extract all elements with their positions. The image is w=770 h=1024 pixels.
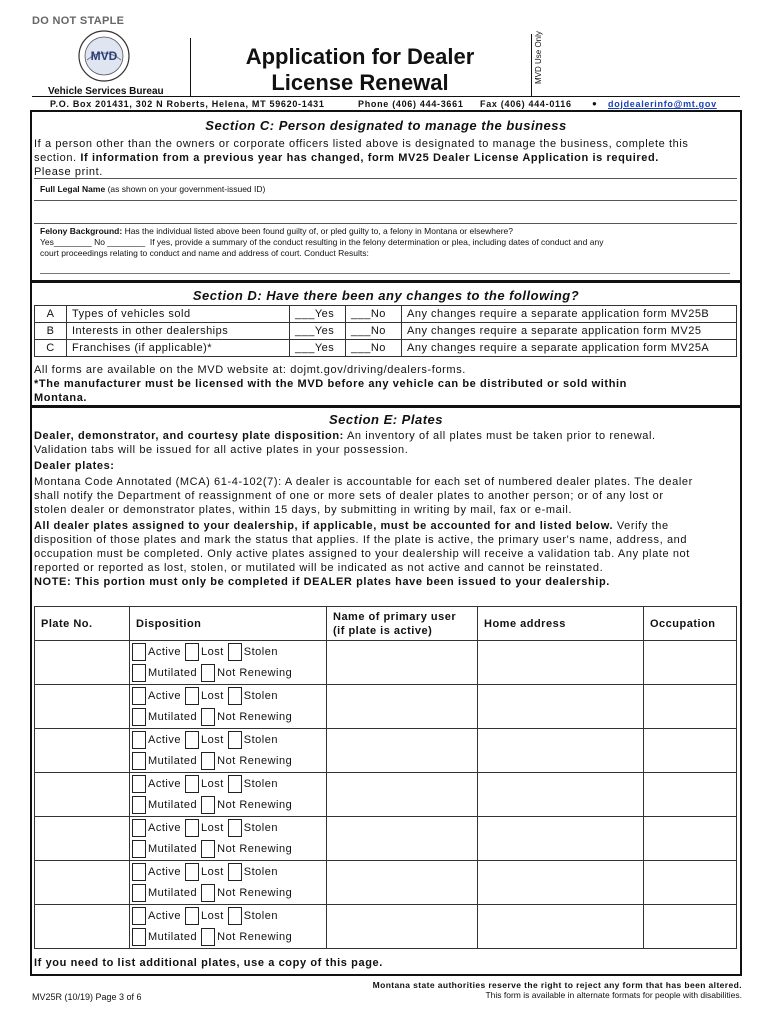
option-mutilated[interactable] [132, 928, 197, 946]
conduct-results-line[interactable] [40, 273, 730, 274]
plate-no-cell[interactable] [35, 729, 130, 773]
option-lost[interactable] [185, 731, 224, 749]
option-stolen[interactable] [228, 643, 278, 661]
option-lost[interactable] [185, 687, 224, 705]
stolen-label: Stolen [243, 909, 278, 922]
title-line-2: License Renewal [271, 70, 449, 95]
please-print: Please print. [34, 166, 103, 178]
stolen-label: Stolen [243, 645, 278, 658]
option-not-renewing[interactable] [201, 840, 292, 858]
option-stolen[interactable] [228, 775, 278, 793]
felony-yes-blank[interactable]: Yes________ [40, 237, 92, 247]
primary-user-cell[interactable] [327, 729, 478, 773]
home-address-cell[interactable] [478, 905, 644, 949]
plate-row [35, 905, 737, 949]
active-checkbox[interactable] [132, 643, 146, 661]
row-no[interactable]: ___No [346, 323, 402, 340]
all-plates-text: Verify the [616, 520, 669, 532]
option-not-renewing[interactable] [201, 796, 292, 814]
not-renewing-checkbox[interactable] [201, 708, 215, 726]
disposition-cell [130, 817, 327, 861]
not-renewing-label: Not Renewing [217, 798, 293, 811]
option-not-renewing[interactable] [201, 928, 292, 946]
option-mutilated[interactable] [132, 840, 197, 858]
lost-label: Lost [200, 865, 224, 878]
not-renewing-label: Not Renewing [217, 886, 293, 899]
option-mutilated[interactable] [132, 708, 197, 726]
occupation-cell[interactable] [644, 861, 737, 905]
disposition-text-2: Validation tabs will be issued for all active plates in your possession. [34, 444, 409, 456]
changes-row-c [35, 340, 737, 357]
title-line-1: Application for Dealer [245, 44, 475, 69]
lost-checkbox[interactable] [185, 819, 199, 837]
dealer-plates-note: NOTE: This portion must only be completed if DEALER plates have been issued to your dealership. [34, 576, 610, 588]
occupation-cell[interactable] [644, 817, 737, 861]
row-letter: C [35, 340, 67, 357]
disposition-row-1 [130, 817, 326, 838]
felony-question: Has the individual listed above been found guilty of, or pled guilty to, a felony in Montana or elsewhere? [124, 226, 513, 236]
mca-line-3: stolen dealer or demonstrator plates, within 15 days, by submitting in writing by mail, fax or e-mail. [34, 504, 573, 516]
stolen-label: Stolen [243, 777, 278, 790]
alternate-format-notice: This form is available in alternate formats for people with disabilities. [485, 990, 742, 1000]
not-renewing-checkbox[interactable] [201, 840, 215, 858]
row-no[interactable]: ___No [346, 306, 402, 323]
lost-label: Lost [200, 645, 224, 658]
felony-background [40, 226, 735, 259]
felony-no-blank[interactable]: No ________ [94, 237, 146, 247]
option-lost[interactable] [185, 643, 224, 661]
not-renewing-label: Not Renewing [217, 930, 293, 943]
all-plates-line-2: disposition of those plates and mark the status that applies. If the plate is active, the primary user's name, address, and [34, 534, 688, 546]
disposition-cell [130, 905, 327, 949]
felony-label: Felony Background: [40, 226, 123, 236]
lost-checkbox[interactable] [185, 863, 199, 881]
home-address-cell[interactable] [478, 641, 644, 685]
option-active[interactable] [132, 819, 181, 837]
plate-row [35, 817, 737, 861]
disposition-row-1 [130, 861, 326, 882]
active-checkbox[interactable] [132, 907, 146, 925]
option-lost[interactable] [185, 819, 224, 837]
all-plates-line-4: reported or reported as lost, stolen, or mutilated will be indicated as not active and cannot be reinstated. [34, 562, 604, 574]
lost-label: Lost [200, 777, 224, 790]
section-d [30, 281, 742, 407]
plate-row [35, 773, 737, 817]
home-address-cell[interactable] [478, 685, 644, 729]
occupation-cell[interactable] [644, 905, 737, 949]
row-item: Interests in other dealerships [67, 323, 290, 340]
stolen-label: Stolen [243, 733, 278, 746]
plate-no-cell[interactable] [35, 773, 130, 817]
occupation-cell[interactable] [644, 685, 737, 729]
col-occupation: Occupation [644, 607, 737, 641]
option-lost[interactable] [185, 907, 224, 925]
row-note: Any changes require a separate application form MV25B [402, 306, 737, 323]
lost-label: Lost [200, 689, 224, 702]
disposition-row-2 [130, 750, 326, 771]
stolen-checkbox[interactable] [228, 643, 242, 661]
active-checkbox[interactable] [132, 775, 146, 793]
row-note: Any changes require a separate application form MV25A [402, 340, 737, 357]
not-renewing-checkbox[interactable] [201, 752, 215, 770]
dealer-plates-heading: Dealer plates: [34, 460, 115, 472]
active-checkbox[interactable] [132, 863, 146, 881]
intro-line-2-plain: section. [34, 152, 77, 164]
disposition-row-1 [130, 905, 326, 926]
section-d-title: Section D: Have there been any changes to the following? [192, 288, 580, 303]
footer-notices [222, 980, 742, 1000]
all-plates-bold: All dealer plates assigned to your dealership, if applicable, must be accounted for and listed below. [34, 520, 614, 532]
disposition-heading: Dealer, demonstrator, and courtesy plate disposition: [34, 430, 344, 442]
mutilated-label: Mutilated [148, 930, 198, 943]
plate-no-cell[interactable] [35, 817, 130, 861]
home-address-cell[interactable] [478, 729, 644, 773]
option-active[interactable] [132, 687, 181, 705]
changes-row-a [35, 306, 737, 323]
primary-user-cell[interactable] [327, 817, 478, 861]
lost-checkbox[interactable] [185, 643, 199, 661]
active-label: Active [148, 909, 181, 922]
disposition-row-1 [130, 773, 326, 794]
plate-row [35, 861, 737, 905]
lost-label: Lost [200, 821, 224, 834]
disposition-text: An inventory of all plates must be taken prior to renewal. [346, 430, 656, 442]
not-renewing-label: Not Renewing [217, 710, 293, 723]
home-address-cell[interactable] [478, 773, 644, 817]
disposition-row-2 [130, 794, 326, 815]
form-id: MV25R (10/19) Page 3 of 6 [32, 992, 142, 1002]
stolen-checkbox[interactable] [228, 819, 242, 837]
section-e-body [34, 429, 739, 589]
col-home-address: Home address [478, 607, 644, 641]
stolen-label: Stolen [243, 689, 278, 702]
plate-row [35, 685, 737, 729]
primary-user-cell[interactable] [327, 685, 478, 729]
col-plate-no: Plate No. [35, 607, 130, 641]
row-yes[interactable]: ___Yes [290, 323, 346, 340]
do-not-staple-notice: DO NOT STAPLE [32, 15, 125, 27]
active-label: Active [148, 645, 181, 658]
plate-no-cell[interactable] [35, 685, 130, 729]
lost-checkbox[interactable] [185, 775, 199, 793]
active-checkbox[interactable] [132, 687, 146, 705]
active-label: Active [148, 865, 181, 878]
intro-line-2-bold: If information from a previous year has changed, form MV25 Dealer License Application is required. [80, 152, 659, 164]
logo-text: MVD [90, 49, 118, 63]
mutilated-checkbox[interactable] [132, 840, 146, 858]
reserve-notice: Montana state authorities reserve the right to reject any form that has been altered. [372, 980, 742, 990]
stolen-label: Stolen [243, 865, 278, 878]
option-mutilated[interactable] [132, 884, 197, 902]
option-lost[interactable] [185, 863, 224, 881]
plate-no-cell[interactable] [35, 861, 130, 905]
section-e-title: Section E: Plates [329, 412, 443, 427]
disposition-cell [130, 729, 327, 773]
stolen-checkbox[interactable] [228, 863, 242, 881]
full-name-label-row [34, 178, 737, 200]
forms-note: All forms are available on the MVD website at: dojmt.gov/driving/dealers-forms. [34, 364, 466, 376]
phone-number: Phone (406) 444-3661 [358, 99, 464, 109]
bullet: ● [592, 99, 598, 108]
bureau-name: Vehicle Services Bureau [48, 86, 164, 97]
option-stolen[interactable] [228, 863, 278, 881]
disposition-row-1 [130, 685, 326, 706]
not-renewing-label: Not Renewing [217, 754, 293, 767]
header-divider [190, 38, 191, 96]
email-link[interactable]: dojdealerinfo@mt.gov [608, 99, 717, 109]
lost-checkbox[interactable] [185, 731, 199, 749]
row-item: Franchises (if applicable)* [67, 340, 290, 357]
disposition-cell [130, 685, 327, 729]
disposition-row-2 [130, 662, 326, 683]
option-active[interactable] [132, 775, 181, 793]
option-stolen[interactable] [228, 819, 278, 837]
mutilated-checkbox[interactable] [132, 752, 146, 770]
lost-label: Lost [200, 733, 224, 746]
felony-instructions: If yes, provide a summary of the conduct resulting in the felony determination or plea, including dates of conduct and any [149, 237, 604, 247]
felony-instructions-2: court proceedings relating to conduct and name and address of court. Conduct Results: [40, 248, 369, 258]
plate-no-cell[interactable] [35, 641, 130, 685]
disposition-cell [130, 861, 327, 905]
mutilated-label: Mutilated [148, 798, 198, 811]
page-title [210, 44, 510, 96]
intro-line-1: If a person other than the owners or corporate officers listed above is designated to manage the business, complete this [34, 138, 689, 150]
option-not-renewing[interactable] [201, 664, 292, 682]
occupation-cell[interactable] [644, 729, 737, 773]
home-address-cell[interactable] [478, 861, 644, 905]
full-name-field[interactable] [34, 200, 737, 224]
option-active[interactable] [132, 863, 181, 881]
plate-row [35, 729, 737, 773]
option-not-renewing[interactable] [201, 708, 292, 726]
primary-user-cell[interactable] [327, 861, 478, 905]
option-active[interactable] [132, 731, 181, 749]
plates-table [34, 606, 737, 949]
not-renewing-checkbox[interactable] [201, 928, 215, 946]
home-address-cell[interactable] [478, 817, 644, 861]
manufacturer-note-1: *The manufacturer must be licensed with the MVD before any vehicle can be distributed or sold within [34, 378, 627, 390]
disposition-cell [130, 773, 327, 817]
active-label: Active [148, 733, 181, 746]
active-label: Active [148, 689, 181, 702]
option-lost[interactable] [185, 775, 224, 793]
plate-row [35, 641, 737, 685]
stolen-checkbox[interactable] [228, 687, 242, 705]
mutilated-checkbox[interactable] [132, 708, 146, 726]
stolen-label: Stolen [243, 821, 278, 834]
occupation-cell[interactable] [644, 773, 737, 817]
mca-line-1: Montana Code Annotated (MCA) 61-4-102(7): A dealer is accountable for each set of numbered dealer plates. The dealer [34, 476, 693, 488]
plate-no-cell[interactable] [35, 905, 130, 949]
disposition-row-1 [130, 729, 326, 750]
row-no[interactable]: ___No [346, 340, 402, 357]
all-plates-line-3: occupation must be completed. Only active plates assigned to your dealership will receive a validation tab. Any plate not [34, 548, 690, 560]
mutilated-label: Mutilated [148, 754, 198, 767]
disposition-row-2 [130, 926, 326, 947]
primary-user-cell[interactable] [327, 641, 478, 685]
disposition-row-2 [130, 882, 326, 903]
lost-checkbox[interactable] [185, 907, 199, 925]
col-primary-user-line-2: (if plate is active) [333, 624, 433, 637]
col-primary-user-line-1: Name of primary user [333, 610, 457, 623]
mutilated-checkbox[interactable] [132, 928, 146, 946]
lost-label: Lost [200, 909, 224, 922]
not-renewing-checkbox[interactable] [201, 884, 215, 902]
option-mutilated[interactable] [132, 796, 197, 814]
option-not-renewing[interactable] [201, 752, 292, 770]
option-stolen[interactable] [228, 907, 278, 925]
section-c [30, 110, 742, 282]
mvd-use-only-label: MVD Use Only [534, 31, 543, 84]
primary-user-cell[interactable] [327, 773, 478, 817]
section-c-intro [34, 137, 739, 179]
not-renewing-label: Not Renewing [217, 666, 293, 679]
row-yes[interactable]: ___Yes [290, 306, 346, 323]
stolen-checkbox[interactable] [228, 775, 242, 793]
row-letter: A [35, 306, 67, 323]
active-checkbox[interactable] [132, 731, 146, 749]
stolen-checkbox[interactable] [228, 731, 242, 749]
mvd-seal-logo [78, 30, 130, 82]
active-checkbox[interactable] [132, 819, 146, 837]
option-mutilated[interactable] [132, 664, 197, 682]
full-name-hint: (as shown on your government-issued ID) [107, 184, 266, 194]
mutilated-checkbox[interactable] [132, 664, 146, 682]
row-letter: B [35, 323, 67, 340]
plate-rows [35, 641, 737, 949]
section-c-title: Section C: Person designated to manage the business [205, 118, 567, 133]
mvd-use-divider [531, 34, 532, 96]
option-stolen[interactable] [228, 731, 278, 749]
mutilated-checkbox[interactable] [132, 796, 146, 814]
disposition-row-2 [130, 838, 326, 859]
disposition-row-2 [130, 706, 326, 727]
option-active[interactable] [132, 907, 181, 925]
col-disposition: Disposition [130, 607, 327, 641]
mutilated-checkbox[interactable] [132, 884, 146, 902]
fax-number: Fax (406) 444-0116 [480, 99, 572, 109]
active-label: Active [148, 821, 181, 834]
manufacturer-note-2: Montana. [34, 392, 88, 404]
stolen-checkbox[interactable] [228, 907, 242, 925]
not-renewing-checkbox[interactable] [201, 796, 215, 814]
option-active[interactable] [132, 643, 181, 661]
section-e [30, 406, 742, 976]
lost-checkbox[interactable] [185, 687, 199, 705]
occupation-cell[interactable] [644, 641, 737, 685]
disposition-cell [130, 641, 327, 685]
row-item: Types of vehicles sold [67, 306, 290, 323]
mutilated-label: Mutilated [148, 886, 198, 899]
mutilated-label: Mutilated [148, 666, 198, 679]
mutilated-label: Mutilated [148, 842, 198, 855]
row-yes[interactable]: ___Yes [290, 340, 346, 357]
col-primary-user [327, 607, 478, 641]
not-renewing-checkbox[interactable] [201, 664, 215, 682]
disposition-row-1 [130, 641, 326, 662]
additional-plates-note: If you need to list additional plates, use a copy of this page. [34, 957, 383, 969]
plates-header-row [35, 607, 737, 641]
mutilated-label: Mutilated [148, 710, 198, 723]
option-stolen[interactable] [228, 687, 278, 705]
option-not-renewing[interactable] [201, 884, 292, 902]
primary-user-cell[interactable] [327, 905, 478, 949]
not-renewing-label: Not Renewing [217, 842, 293, 855]
contact-line [32, 96, 740, 110]
changes-table [34, 305, 737, 357]
section-d-notes [34, 363, 739, 405]
option-mutilated[interactable] [132, 752, 197, 770]
mailing-address: P.O. Box 201431, 302 N Roberts, Helena, MT 59620-1431 [50, 99, 325, 109]
changes-row-b [35, 323, 737, 340]
row-note: Any changes require a separate application form MV25 [402, 323, 737, 340]
mca-line-2: shall notify the Department of reassignment of one or more sets of dealer plates to another person; or of any lost or [34, 490, 664, 502]
full-name-label: Full Legal Name [40, 184, 106, 194]
active-label: Active [148, 777, 181, 790]
